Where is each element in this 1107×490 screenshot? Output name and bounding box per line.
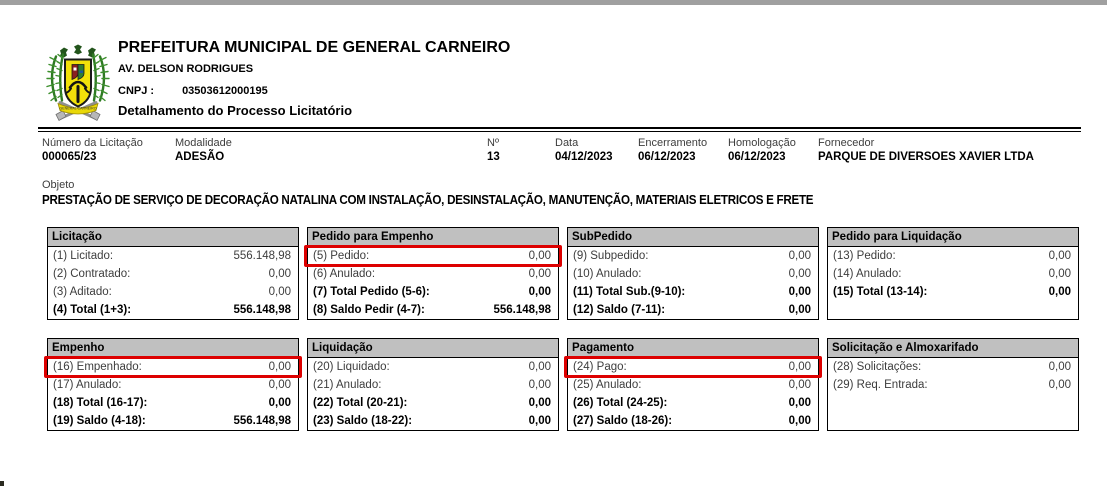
field-homologacao [728,137,796,163]
box-row-total [48,301,298,319]
box-row-highlighted [568,358,818,376]
org-address: AV. DELSON RODRIGUES [118,63,254,75]
row-value: 556.148,98 [233,250,291,262]
row-value: 0,00 [528,379,551,391]
row-value: 0,00 [528,415,551,427]
box-row-highlighted [48,358,298,376]
row-value: 0,00 [788,304,811,316]
field-label: Nº [487,137,499,149]
box-title: Licitação [48,228,298,247]
row-label: (7) Total Pedido (5-6): [313,286,430,298]
row-label: (24) Pago: [573,361,627,373]
box-row-highlighted [308,247,558,265]
box-row [828,376,1078,394]
box-row [568,376,818,394]
box-row [828,265,1078,283]
org-cnpj [118,85,268,97]
field-value: 13 [487,151,500,163]
row-value: 0,00 [528,268,551,280]
box-row-empty [828,412,1078,430]
row-label: (4) Total (1+3): [53,304,132,316]
objeto-label: Objeto [42,179,75,191]
objeto-value: PRESTAÇÃO DE SERVIÇO DE DECORAÇÃO NATALINA COM INSTALAÇÃO, DESINSTALAÇÃO, MANUTENÇÃO, MATERIAIS ELETRICOS E FRETE [42,193,814,207]
box-row-total [568,394,818,412]
field-label: Encerramento [638,137,708,149]
row-label: (2) Contratado: [53,268,131,280]
row-value: 0,00 [528,286,551,298]
field-value: 04/12/2023 [555,151,613,163]
row-label: (18) Total (16-17): [53,397,148,409]
box-row [568,247,818,265]
box-row [48,376,298,394]
row-value: 0,00 [788,379,811,391]
box-row [48,265,298,283]
row-label: (29) Req. Entrada: [833,379,928,391]
row-label: (23) Saldo (18-22): [313,415,413,427]
box-row [828,358,1078,376]
field-numero-licitacao [42,137,143,163]
row-label: (12) Saldo (7-11): [573,304,666,316]
row-label: (26) Total (24-25): [573,397,668,409]
box-row-total [48,412,298,430]
row-value: 0,00 [788,268,811,280]
cnpj-label: CNPJ : [118,85,155,97]
row-value: 0,00 [268,286,291,298]
box-row [828,247,1078,265]
row-value: 0,00 [1048,286,1071,298]
box-row-total [308,412,558,430]
row-value: 556.148,98 [233,304,291,316]
box-row [48,283,298,301]
row-label: (16) Empenhado: [53,361,142,373]
row-label: (21) Anulado: [313,379,382,391]
row-label: (13) Pedido: [833,250,896,262]
row-label: (25) Anulado: [573,379,642,391]
box-row-total [308,301,558,319]
box-row [308,376,558,394]
row-value: 0,00 [788,397,811,409]
row-value: 556.148,98 [233,415,291,427]
field-label: Fornecedor [818,137,875,149]
row-value: 0,00 [268,379,291,391]
box-row-total [568,301,818,319]
summary-box-pedido-liquidacao [827,227,1079,320]
row-label: (5) Pedido: [313,250,370,262]
org-name: PREFEITURA MUNICIPAL DE GENERAL CARNEIRO [118,39,511,56]
field-value: ADESÃO [175,151,225,163]
field-label: Modalidade [175,137,232,149]
row-label: (8) Saldo Pedir (4-7): [313,304,425,316]
field-value: 000065/23 [42,151,97,163]
box-title: Pedido para Empenho [308,228,558,247]
row-label: (19) Saldo (4-18): [53,415,146,427]
row-value: 0,00 [268,397,291,409]
summary-box-solicitacao-almoxarifado [827,338,1079,431]
row-label: (9) Subpedido: [573,250,649,262]
row-value: 0,00 [788,415,811,427]
window-chrome-strip [0,0,1107,5]
box-title: SubPedido [568,228,818,247]
field-numero [487,137,500,163]
svg-text:GENERAL CARNEIRO: GENERAL CARNEIRO [59,106,97,111]
box-row [48,247,298,265]
box-row [308,358,558,376]
box-row-total [308,283,558,301]
row-label: (1) Licitado: [53,250,114,262]
row-label: (3) Aditado: [53,286,112,298]
field-fornecedor [818,137,1034,163]
field-modalidade [175,137,232,163]
row-label: (15) Total (13-14): [833,286,928,298]
field-label: Homologação [728,137,796,149]
box-row-total [828,283,1078,301]
row-value: 0,00 [1048,379,1071,391]
report-title: Detalhamento do Processo Licitatório [118,103,353,118]
box-title: Empenho [48,339,298,358]
summary-box-empenho [47,338,299,431]
row-label: (20) Liquidado: [313,361,390,373]
row-value: 0,00 [268,361,291,373]
row-value: 0,00 [1048,361,1071,373]
cnpj-value: 03503612000195 [182,85,268,97]
summary-box-subpedido [567,227,819,320]
field-data [555,137,613,163]
row-value: 0,00 [788,250,811,262]
box-title: Pedido para Liquidação [828,228,1078,247]
row-value: 0,00 [788,361,811,373]
row-value: 556.148,98 [493,304,551,316]
municipal-coat-of-arms-icon [44,44,112,123]
box-row-total [568,283,818,301]
summary-box-pedido-empenho [307,227,559,320]
row-label: (11) Total Sub.(9-10): [573,286,686,298]
row-label: (22) Total (20-21): [313,397,408,409]
row-label: (17) Anulado: [53,379,122,391]
box-title: Pagamento [568,339,818,358]
field-value: 06/12/2023 [728,151,786,163]
field-label: Data [555,137,579,149]
row-value: 0,00 [528,361,551,373]
row-label: (27) Saldo (18-26): [573,415,673,427]
field-value: PARQUE DE DIVERSOES XAVIER LTDA [818,151,1034,163]
row-value: 0,00 [1048,250,1071,262]
box-title: Liquidação [308,339,558,358]
row-label: (10) Anulado: [573,268,642,280]
summary-box-licitacao [47,227,299,320]
box-row-total [48,394,298,412]
field-value: 06/12/2023 [638,151,696,163]
row-label: (14) Anulado: [833,268,902,280]
field-encerramento [638,137,707,163]
box-row [568,265,818,283]
box-row-total [568,412,818,430]
row-value: 0,00 [268,268,291,280]
box-title: Solicitação e Almoxarifado [828,339,1078,358]
box-row-total [308,394,558,412]
header-divider [38,127,1081,132]
box-row-empty [828,394,1078,412]
row-value: 0,00 [528,397,551,409]
summary-box-pagamento [567,338,819,431]
box-row-empty [828,301,1078,319]
field-label: Número da Licitação [42,137,143,149]
screen-corner-artifact [0,481,4,486]
summary-box-liquidacao [307,338,559,431]
row-value: 0,00 [788,286,811,298]
row-value: 0,00 [528,250,551,262]
box-row [308,265,558,283]
row-value: 0,00 [1048,268,1071,280]
row-label: (6) Anulado: [313,268,376,280]
summary-boxes-grid [47,227,1079,431]
row-label: (28) Solicitações: [833,361,922,373]
